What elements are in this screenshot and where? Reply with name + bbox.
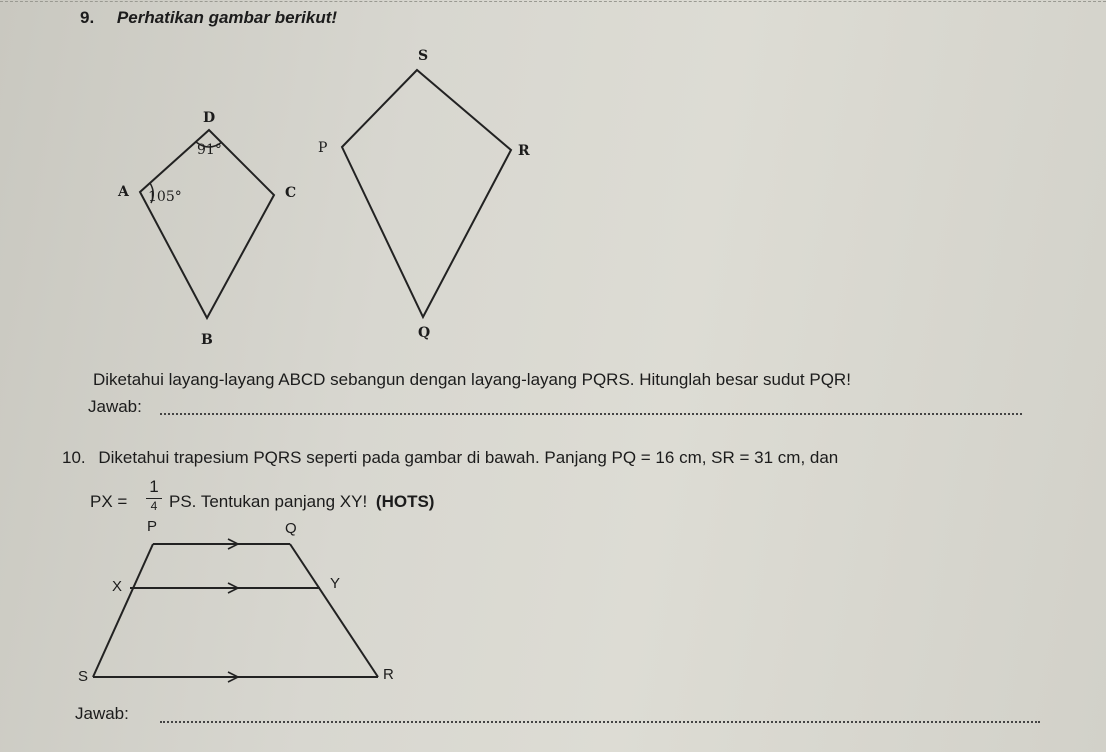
kite-pqrs [342, 70, 511, 317]
q10-line1 [62, 448, 838, 468]
fraction-numerator: 1 [149, 477, 159, 496]
q9-question: Diketahui layang-layang ABCD sebangun dengan layang-layang PQRS. Hitunglah besar sudut PQR! [93, 370, 851, 389]
trap-label-x: X [112, 578, 123, 595]
trap-label-r: R [383, 666, 394, 683]
kite-abcd [140, 130, 274, 318]
label-p: P [318, 140, 328, 156]
q10-answer-label: Jawab: [75, 704, 129, 723]
q9-title: Perhatikan gambar berikut! [116, 8, 338, 27]
q10-hots: (HOTS) [375, 492, 435, 511]
trap-label-y: Y [330, 575, 341, 592]
label-b: B [201, 332, 213, 348]
label-d: D [203, 110, 216, 126]
trapezium [93, 539, 378, 682]
q9-answer-label: Jawab: [88, 397, 142, 416]
q9-number: 9. [80, 8, 95, 27]
label-q: Q [418, 325, 431, 341]
q10-px-suffix: PS. Tentukan panjang XY! [169, 492, 368, 511]
q10-fraction [146, 477, 162, 512]
trap-label-s: S [78, 668, 89, 685]
q10-line1-text: Diketahui trapesium PQRS seperti pada gambar di bawah. Panjang PQ = 16 cm, SR = 31 cm, dan [98, 448, 839, 467]
q9-answer-line [160, 413, 1022, 415]
trap-label-p: P [147, 518, 158, 535]
q10-number: 10. [62, 448, 86, 467]
q10-answer-line [160, 721, 1040, 723]
label-a: A [118, 184, 129, 200]
label-c: C [285, 185, 297, 201]
angle-a-value: 105° [148, 189, 182, 205]
trap-label-q: Q [285, 520, 297, 537]
angle-d-value: 91° [197, 142, 222, 158]
fraction-denominator: 4 [150, 499, 158, 513]
label-s: S [418, 48, 429, 64]
label-r: R [518, 143, 530, 159]
q10-px-prefix: PX = [90, 492, 128, 511]
q10-line2 [169, 492, 434, 512]
